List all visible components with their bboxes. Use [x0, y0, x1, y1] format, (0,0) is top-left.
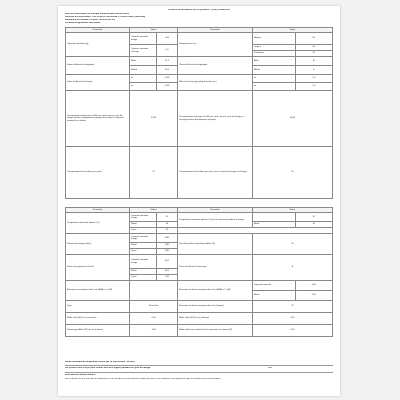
supplier-name: Nom du fournisseur ou marque commerciale: WHIRLPOOL [65, 13, 130, 15]
value-cell: 5,0 [295, 75, 332, 83]
sub-label: Moitié [130, 269, 157, 275]
value-cell: 0,513 [130, 91, 178, 147]
sub-label: Quart [130, 275, 157, 281]
value-cell: 55,0 [156, 66, 177, 75]
col-header-param: Paramètre [66, 208, 130, 213]
sheet-title: Fiche d'information sur le produit - (UE) 2019/2014 [168, 9, 230, 11]
value-cell: 0,50 [130, 313, 178, 325]
param-label: Dimensions en cm [178, 33, 253, 57]
value-cell: 51,9 [156, 57, 177, 66]
additional-info-heading: Informations additionnelles: [65, 374, 96, 376]
param-label: Mode veille avec maintien de la connexion au réseau (W) [178, 325, 253, 337]
general-params-heading: Paramètres généraux du produit [65, 22, 101, 24]
param-label: Consommation d'énergie en kWh par cycle, pour le cycle de lavage du bien d'équipement ménager pour lequel la capacité nominale est utilisée [66, 91, 130, 147]
sub-label: Moitié [252, 222, 295, 228]
param-label: Classe d'efficacité d'essorage [178, 255, 253, 281]
param-label: Mode veille (W) (le cas échéant) [178, 313, 253, 325]
param-label: Efficacité du rinçage (g/kg de textile sec) [178, 75, 253, 91]
sub-label: Capacité nominale lavage [130, 255, 157, 269]
value-cell: 85 [295, 33, 332, 45]
sub-label: Iw [252, 83, 295, 91]
param-label: Émissions de bruit acoustique dans l'air (lavage) [178, 301, 253, 313]
sub-label: Iw [130, 83, 157, 91]
col-header-value: Valeur [130, 208, 178, 213]
sub-label [252, 213, 295, 222]
sub-label: EEIw [252, 57, 295, 66]
param-label: Température maximale atteinte (°C) par le vêtement pendant le lavage [178, 213, 253, 228]
value-cell: E [295, 66, 332, 75]
model-reference: Référence du modèle: FFWDD 1076258 BV FR [65, 19, 116, 21]
sub-label: Iw [252, 75, 295, 83]
col-header-value: Valeur [252, 208, 332, 213]
sub-label: Capacité nominale lavage [130, 33, 157, 45]
value-cell: 61 [295, 51, 332, 57]
general-params-table [65, 27, 333, 199]
value-cell: 1,031 [156, 83, 177, 91]
value-cell: 41 [156, 213, 177, 222]
value-cell: 1351 [156, 234, 177, 243]
sub-label: Largeur [252, 45, 295, 51]
product-information-sheet [58, 6, 340, 396]
sub-label: Iw [130, 75, 157, 83]
sub-label: Capacité nominale lavage [130, 213, 157, 222]
value-cell: 6,0 [156, 45, 177, 57]
param-label: Durée du programme (h:min) [66, 255, 130, 281]
value-cell: 60 [295, 45, 332, 51]
value-cell: 10,0 [156, 33, 177, 45]
sub-label: Capacité nominale lavage [130, 234, 157, 243]
param-label: Vitesse d'essorage (t/min) [66, 234, 130, 255]
value-cell: 9,90 [295, 291, 332, 301]
sub-label: Hauteur [252, 33, 295, 45]
value-cell: 4:00 [156, 255, 177, 269]
value-cell: 1351 [156, 249, 177, 255]
value-cell: 25 [156, 228, 177, 234]
value-cell: 2:30 [156, 275, 177, 281]
param-label: Consommation d'eau (litres par cycle) [66, 147, 130, 199]
param-label: Indice d'efficacité de lavage [66, 75, 130, 91]
sub-label: EEIwd [252, 66, 295, 75]
value-cell: 0,50 [252, 313, 332, 325]
additional-info-text: Lien Internet vers le site web du fabricant où se trouvent les informations visées au point 9 de l'annexe II du règlement (UE) 2019/2023 de la Commission [65, 378, 221, 380]
value-cell [130, 281, 178, 301]
value-cell: 1351 [156, 243, 177, 249]
value-cell: 35 [295, 213, 332, 222]
param-label: Type [66, 301, 130, 313]
sub-label: EEIw [130, 57, 157, 66]
value-cell: 3:00 [156, 269, 177, 275]
value-cell: 9,90 [295, 281, 332, 291]
param-label: Classe d'efficacité énergétique [178, 57, 253, 75]
param-label: Taux d'humidité résiduelle pondéré (%) [178, 234, 253, 255]
param-label: Mode arrêt (W) (le cas échéant) [66, 313, 130, 325]
sub-label: Capacité nominale [252, 281, 295, 291]
sub-label: Profondeur [252, 51, 295, 57]
value-cell: 34 [156, 222, 177, 228]
sub-label: Moitié [252, 291, 295, 301]
warranty-line: Durée minimale de la garantie offerte par le fournisseur: 24mois [65, 361, 135, 363]
param-label: Indice d'efficacité énergétique [66, 57, 130, 75]
param-label: Capacité nominale (kg) [66, 33, 130, 57]
value-cell: 1,031 [156, 75, 177, 83]
sub-label: Moitié [130, 243, 157, 249]
sub-label: Quart [130, 249, 157, 255]
value-cell: Pose libre [130, 301, 178, 313]
param-label: Émissions acoustiques dans l'air (dB(A) re 1 pW) [66, 281, 130, 301]
value-cell: 95 [252, 147, 332, 199]
sub-label: Capacité nominale séchage [130, 45, 157, 57]
value-cell: A [295, 57, 332, 66]
col-header-param: Paramètre [178, 208, 253, 213]
param-label: Température maximale atteinte (°C) [66, 213, 130, 234]
param-label: Consommation d'énergie en kWh par cycle, pour le cycle de lavage et séchage du bien d'équipement ménager [178, 91, 253, 147]
value-cell: 4,00 [130, 325, 178, 337]
sub-label: Quart [130, 228, 157, 234]
value-cell: 34 [295, 222, 332, 228]
param-label: Consommation d'eau (litres par cycle, pour le cycle de lavage et séchage) [178, 147, 253, 199]
value-cell: 53 [252, 234, 332, 255]
col-header-param: Paramètre [66, 28, 130, 33]
col-header-param: Paramètre [178, 28, 253, 33]
param-label: Démarrage différé (W) (le cas échéant) [66, 325, 130, 337]
value-cell: 76 [252, 301, 332, 313]
programme-params-table [65, 207, 333, 337]
value-cell: B [252, 255, 332, 281]
value-cell: 2,00 [252, 325, 332, 337]
sub-label: Moitié [130, 222, 157, 228]
value-cell: 5,0 [295, 83, 332, 91]
silver-ions-value: Non [268, 367, 273, 369]
col-header-value: Valeur [252, 28, 332, 33]
value-cell: 3,600 [252, 91, 332, 147]
silver-ions-label: Ce produit a été conçu pour libérer des ions argent pendant le cycle de lavage [65, 367, 151, 369]
param-label: Émissions de bruit acoustique dans l'air (dB(A) re 1 pW) [178, 281, 253, 301]
col-header-value: Valeur [130, 28, 178, 33]
value-cell: 52 [130, 147, 178, 199]
supplier-address: Adresse du fournisseur: VIA CARLO PISACANE 1, 20016 PERO (MILANO) [65, 16, 146, 18]
sub-label: EEIwd [130, 66, 157, 75]
